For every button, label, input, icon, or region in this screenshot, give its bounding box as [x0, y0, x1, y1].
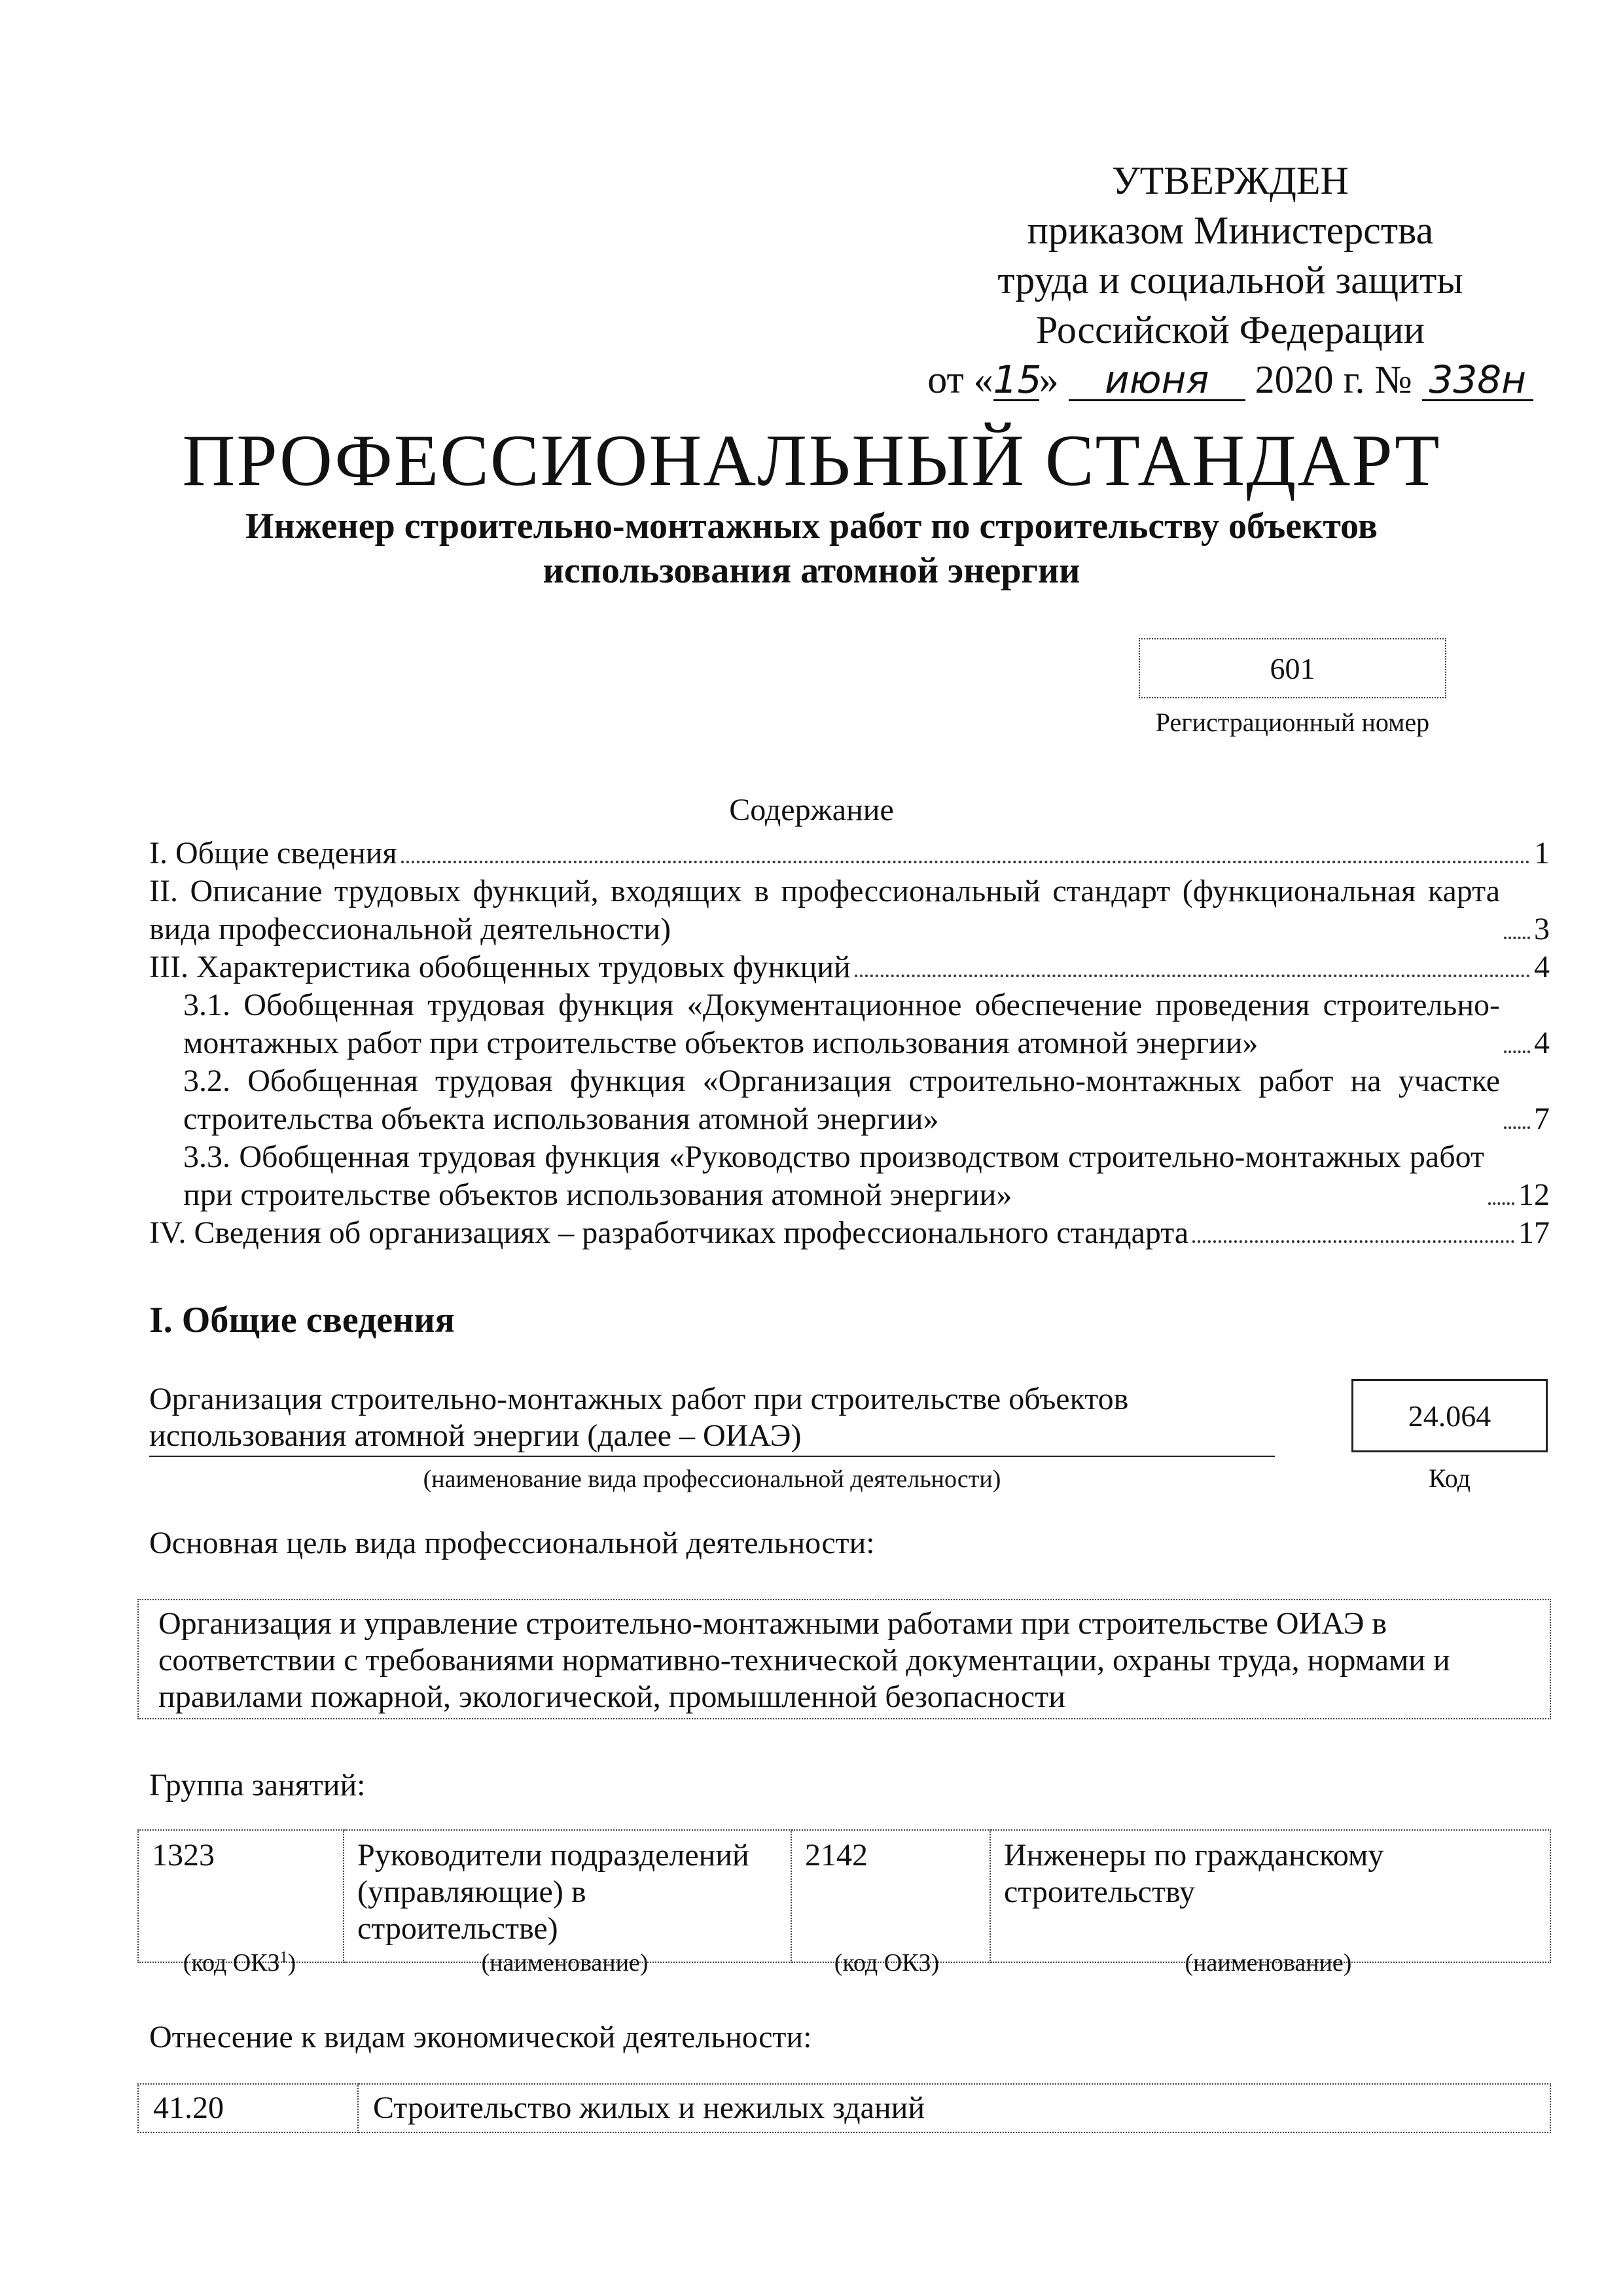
okz-code-1: 1323 — [138, 1830, 344, 1962]
approval-date-line — [903, 355, 1558, 404]
okz-code-caption-2: (код ОКЗ) — [834, 1949, 940, 1977]
occupation-group-label: Группа занятий: — [149, 1768, 366, 1803]
okz-code-2: 2142 — [791, 1830, 990, 1962]
table-row — [138, 1830, 1550, 1962]
okz-name-1: Руководители подразделений (управляющие) в строительстве) — [344, 1830, 791, 1962]
toc-item[interactable]: II. Описание трудовых функций, входящих в профессиональный стандарт (функциональная карта вида профессиональной деятельности) 3 — [149, 874, 1550, 946]
date-mid: » — [1039, 358, 1059, 401]
approval-block — [903, 156, 1558, 404]
toc-item[interactable]: 3.2. Обобщенная трудовая функция «Организация строительно-монтажных работ на участке строительства объекта использования атомной энергии» 7 — [183, 1064, 1550, 1136]
okved-table — [137, 2083, 1551, 2133]
document-subtitle: Инженер строительно-монтажных работ по строительству объектов использования атомной энергии — [245, 506, 1378, 591]
okz-name-caption-1: (наименование) — [481, 1949, 649, 1977]
okved-code: 41.20 — [138, 2084, 358, 2132]
approval-line-1: УТВЕРЖДЕН — [1112, 159, 1349, 202]
okved-name: Строительство жилых и нежилых зданий — [358, 2084, 1550, 2132]
goal-box: Организация и управление строительно-монтажными работами при строительстве ОИАЭ в соответствии с требованиями нормативно-технической документации, охраны труда, нормами и правилами пожарной, экологической, промышленной безопасности — [137, 1599, 1551, 1719]
activity-name: Организация строительно-монтажных работ при строительстве объектов использования атомной энергии (далее – ОИАЭ) — [149, 1381, 1275, 1457]
handwritten-order-number: 338н — [1422, 360, 1533, 401]
registration-number-label: Регистрационный номер — [1155, 708, 1430, 737]
registration-number-box: 601 — [1139, 638, 1446, 698]
date-year-number: 2020 г. № — [1255, 358, 1412, 401]
activity-code-caption: Код — [1429, 1463, 1471, 1493]
handwritten-month: июня — [1069, 360, 1245, 401]
okz-name-2: Инженеры по гражданскому строительству — [990, 1830, 1550, 1962]
okz-code-caption-1: (код ОКЗ$^1$) — [183, 1948, 296, 1977]
approval-line-4: Российской Федерации — [1035, 308, 1425, 351]
toc-item[interactable]: I. Общие сведения 1 — [149, 836, 1550, 870]
section-heading: I. Общие сведения — [149, 1300, 455, 1340]
okz-name-caption-2: (наименование) — [1185, 1949, 1352, 1977]
activity-code-box: 24.064 — [1351, 1379, 1548, 1452]
toc-item[interactable]: 3.1. Обобщенная трудовая функция «Документационное обеспечение проведения строительно-монтажных работ при строительстве объектов использования атомной энергии» 4 — [183, 988, 1550, 1060]
activity-name-caption: (наименование вида профессиональной деятельности) — [423, 1465, 1001, 1493]
handwritten-day: 15 — [993, 357, 1042, 402]
okved-label: Отнесение к видам экономической деятельности: — [149, 2020, 812, 2054]
approval-line-2: приказом Министерства — [1027, 209, 1434, 252]
table-row — [138, 2084, 1550, 2132]
toc-item[interactable]: 3.3. Обобщенная трудовая функция «Руководство производством строительно-монтажных работ при строительстве объектов использования атомной энергии» 12 — [183, 1139, 1550, 1212]
date-prefix: от « — [927, 358, 993, 401]
toc-item[interactable]: III. Характеристика обобщенных трудовых функций 4 — [149, 950, 1550, 984]
table-of-contents — [149, 834, 1550, 1252]
goal-label: Основная цель вида профессиональной деятельности: — [149, 1526, 875, 1560]
toc-heading: Содержание — [729, 793, 894, 827]
occupation-group-table — [137, 1829, 1551, 1963]
approval-line-3: труда и социальной защиты — [997, 259, 1463, 302]
toc-item[interactable]: IV. Сведения об организациях – разработчиках профессионального стандарта 17 — [149, 1215, 1550, 1250]
document-title: ПРОФЕССИОНАЛЬНЫЙ СТАНДАРТ — [182, 420, 1441, 501]
